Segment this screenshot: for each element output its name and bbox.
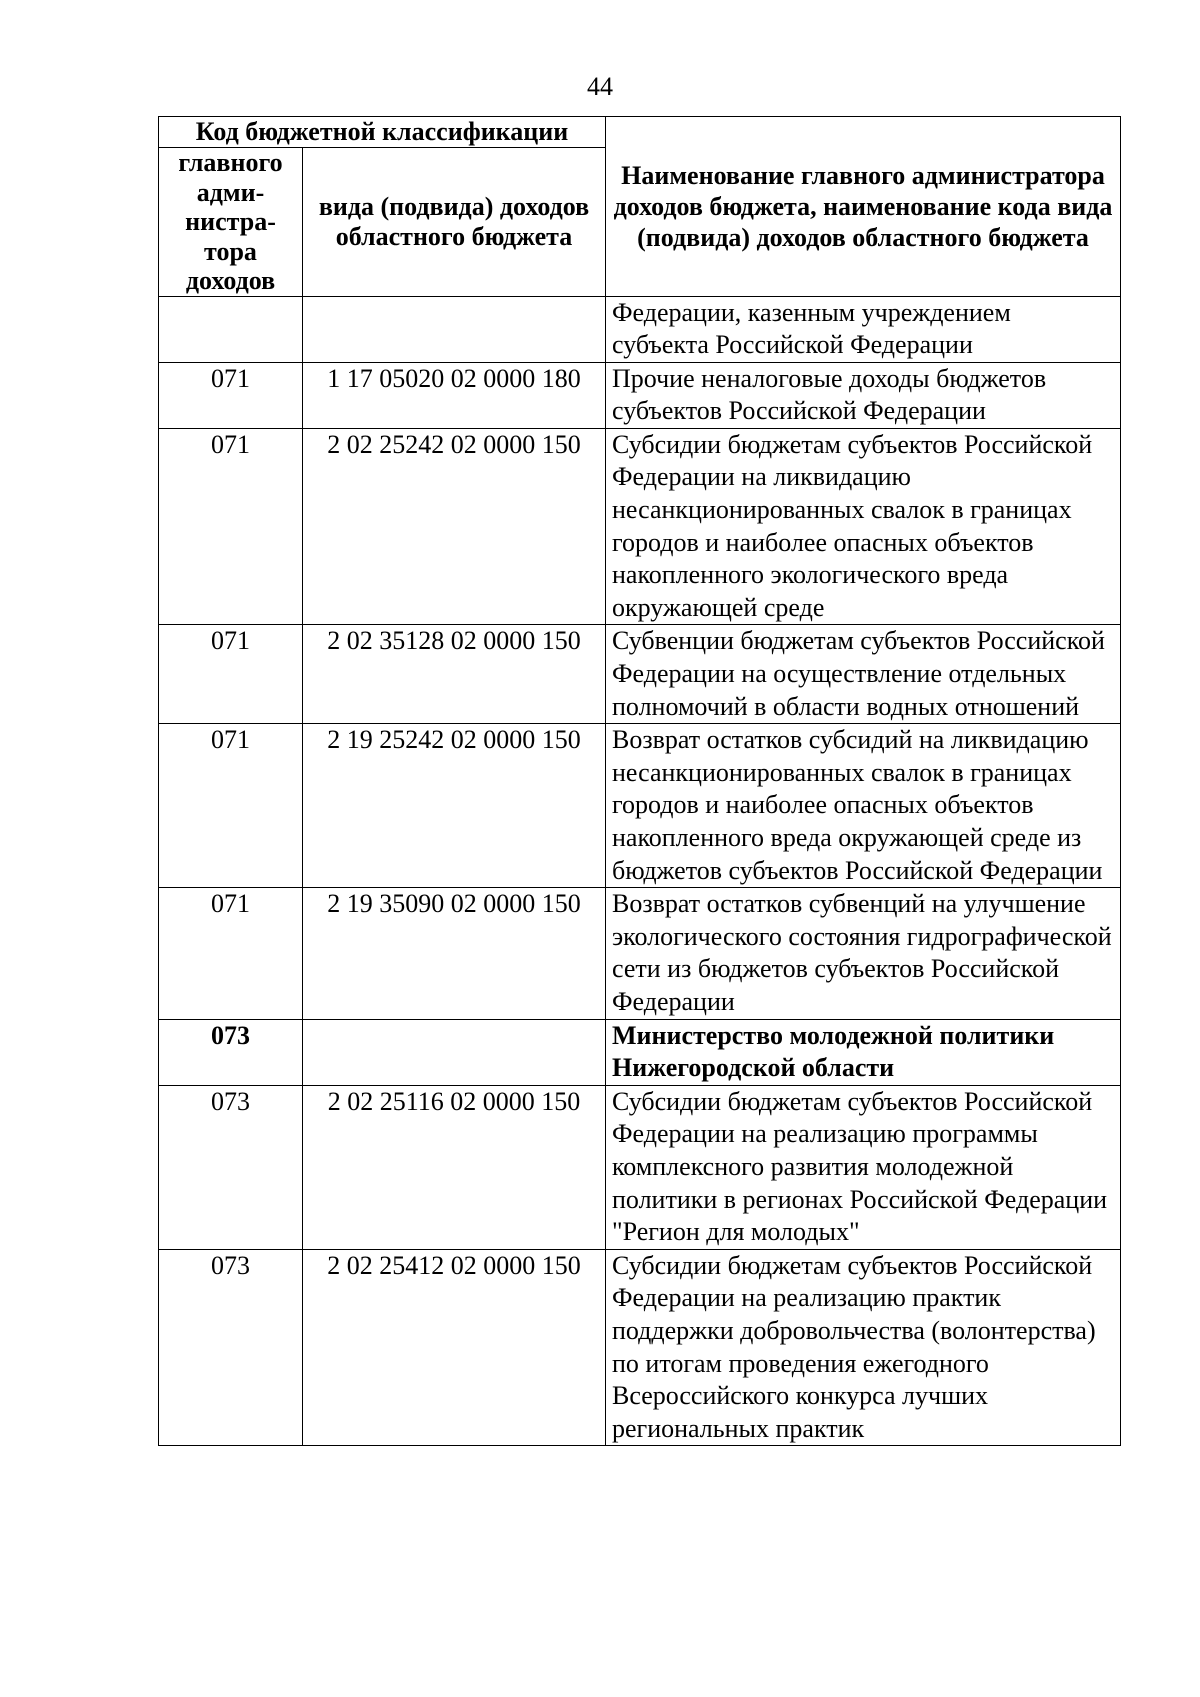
admin-code-cell: 071 (159, 625, 303, 724)
admin-code-cell: 071 (159, 428, 303, 625)
income-code-cell: 1 17 05020 02 0000 180 (303, 362, 606, 428)
header-admin-column: главного адми-нистра-тора доходов (159, 148, 303, 297)
table-row (159, 362, 1121, 428)
admin-code-cell: 073 (159, 1019, 303, 1085)
name-cell: Субсидии бюджетам субъектов Российской Федерации на реализацию программы комплексного развития молодежной политики в регионах Российской Федерации "Регион для молодых" (606, 1085, 1121, 1249)
name-cell: Возврат остатков субсидий на ликвидацию несанкционированных свалок в границах городов и наиболее опасных объектов накопленного вреда окружающей среде из бюджетов субъектов Российской Федерации (606, 724, 1121, 888)
income-code-cell: 2 02 25412 02 0000 150 (303, 1249, 606, 1446)
page-number: 44 (587, 72, 613, 101)
income-code-cell: 2 02 35128 02 0000 150 (303, 625, 606, 724)
table-header (159, 117, 1121, 297)
header-kind-column: вида (подвида) доходов областного бюджета (303, 148, 606, 297)
income-code-cell: 2 02 25242 02 0000 150 (303, 428, 606, 625)
table-row (159, 1249, 1121, 1446)
budget-classification-table (158, 116, 1121, 1446)
admin-code-cell (159, 296, 303, 362)
admin-code-cell: 073 (159, 1085, 303, 1249)
table-row-section-heading (159, 1019, 1121, 1085)
header-group-title: Код бюджетной классификации (159, 117, 606, 148)
name-cell: Субсидии бюджетам субъектов Российской Федерации на ликвидацию несанкционированных свалок в границах городов и наиболее опасных объектов накопленного экологического вреда окружающей среде (606, 428, 1121, 625)
name-cell: Субсидии бюджетам субъектов Российской Федерации на реализацию практик поддержки добровольчества (волонтерства) по итогам проведения ежегодного Всероссийского конкурса лучших региональных практик (606, 1249, 1121, 1446)
income-code-cell (303, 1019, 606, 1085)
income-code-cell: 2 19 25242 02 0000 150 (303, 724, 606, 888)
admin-code-cell: 071 (159, 724, 303, 888)
income-code-cell (303, 296, 606, 362)
table-row (159, 625, 1121, 724)
admin-code-cell: 071 (159, 362, 303, 428)
table-row (159, 428, 1121, 625)
table-row (159, 296, 1121, 362)
table-row (159, 1085, 1121, 1249)
name-cell: Министерство молодежной политики Нижегородской области (606, 1019, 1121, 1085)
income-code-cell: 2 02 25116 02 0000 150 (303, 1085, 606, 1249)
name-cell: Субвенции бюджетам субъектов Российской Федерации на осуществление отдельных полномочий в области водных отношений (606, 625, 1121, 724)
table-row (159, 888, 1121, 1019)
table-row (159, 724, 1121, 888)
header-name-column: Наименование главного администратора доходов бюджета, наименование кода вида (подвида) доходов областного бюджета (606, 117, 1121, 297)
admin-code-cell: 073 (159, 1249, 303, 1446)
name-cell: Федерации, казенным учреждением субъекта Российской Федерации (606, 296, 1121, 362)
admin-code-cell: 071 (159, 888, 303, 1019)
income-code-cell: 2 19 35090 02 0000 150 (303, 888, 606, 1019)
name-cell: Прочие неналоговые доходы бюджетов субъектов Российской Федерации (606, 362, 1121, 428)
name-cell: Возврат остатков субвенций на улучшение экологического состояния гидрографической сети из бюджетов субъектов Российской Федерации (606, 888, 1121, 1019)
